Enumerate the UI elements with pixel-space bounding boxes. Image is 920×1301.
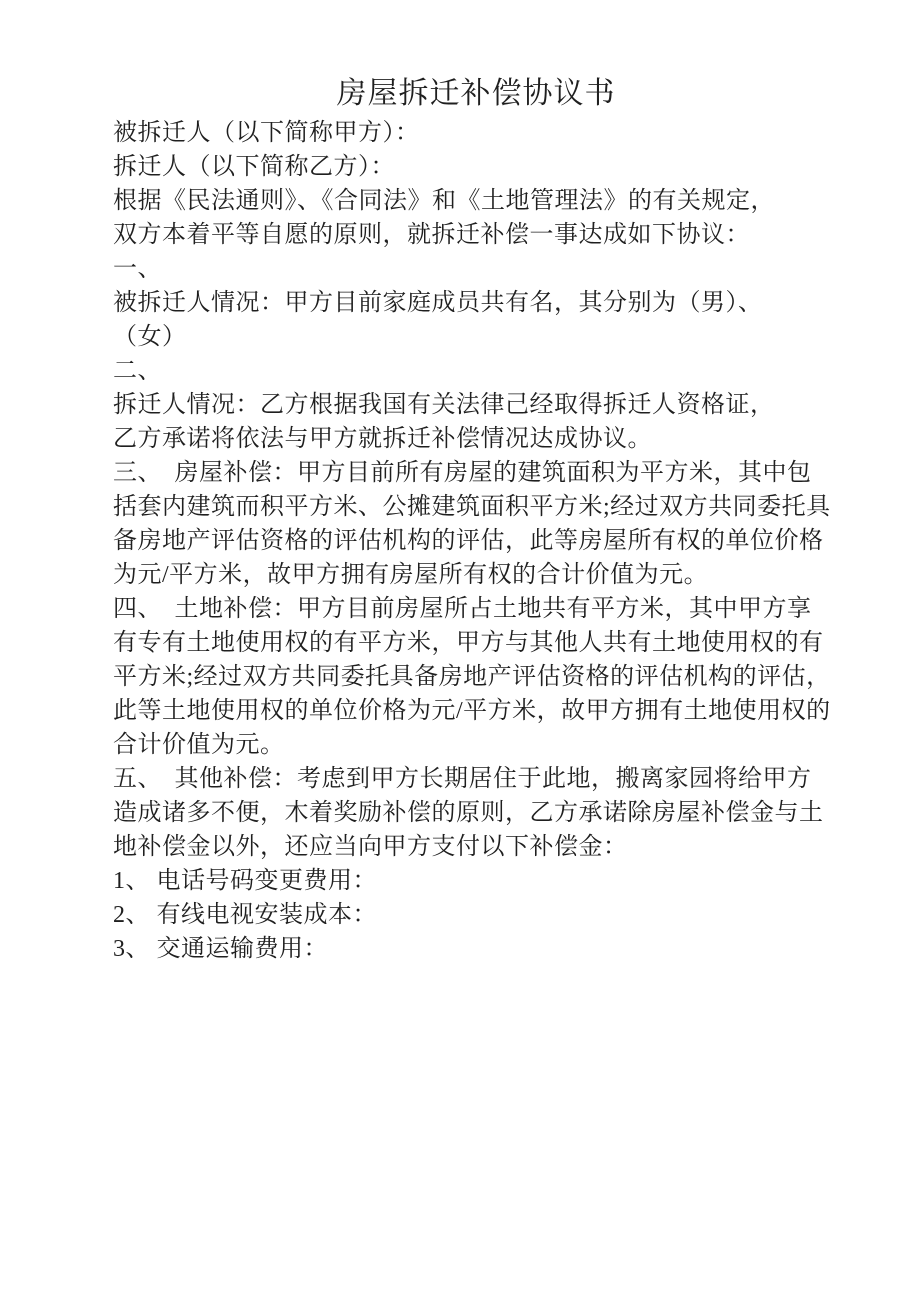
section-2-number: 二、 <box>113 358 162 384</box>
section-4-line-3: 平方米;经过双方共同委托具备房地产评估资格的评估机构的评估， <box>113 664 831 690</box>
section-2-line-1: 拆迁人情况：乙方根据我国有关法律己经取得拆迁人资格证， <box>113 392 775 418</box>
section-1-line-1: 被拆迁人情况：甲方目前家庭成员共有名，其分别为（男）、 <box>113 290 763 316</box>
section-4-line-1: 四、 土地补偿：甲方目前房屋所占土地共有平方米，其中甲方享 <box>113 596 812 622</box>
item-3-line: 3、 交通运输费用： <box>113 936 328 962</box>
section-4-line-2: 有专有土地使用权的有平方米，甲方与其他人共有土地使用权的有 <box>113 630 824 656</box>
section-2-line-2: 乙方承诺将依法与甲方就拆迁补偿情况达成协议。 <box>113 426 652 452</box>
item-2-line: 2、 有线电视安装成本： <box>113 902 377 928</box>
party-b-line: 拆迁人（以下简称乙方）： <box>113 154 395 180</box>
section-5-line-1: 五、 其他补偿：考虑到甲方长期居住于此地，搬离家园将给甲方 <box>113 766 812 792</box>
section-5-line-2: 造成诸多不便，木着奖励补偿的原则，乙方承诺除房屋补偿金与土 <box>113 800 824 826</box>
section-3-line-4: 为元/平方米，故甲方拥有房屋所有权的合计价值为元。 <box>113 562 709 588</box>
section-1-line-2: （女） <box>113 324 187 350</box>
section-1-number: 一、 <box>113 256 162 282</box>
section-4-line-5: 合计价值为元。 <box>113 732 285 758</box>
document-title: 房屋拆迁补偿协议书 <box>336 77 616 110</box>
item-1-line: 1、 电话号码变更费用： <box>113 868 377 894</box>
section-3-line-2: 括套内建筑而积平方米、公摊建筑面积平方米;经过双方共同委托具 <box>113 494 831 520</box>
section-4-line-4: 此等土地使用权的单位价格为元/平方米，故甲方拥有土地使用权的 <box>113 698 831 724</box>
section-5-line-3: 地补偿金以外，还应当向甲方支付以下补偿金： <box>113 834 628 860</box>
document-content <box>113 0 839 966</box>
section-3-line-1: 三、 房屋补偿：甲方目前所有房屋的建筑面积为平方米，其中包 <box>113 460 812 486</box>
party-a-line: 被拆迁人（以下简称甲方）： <box>113 120 420 146</box>
preamble-line-1: 根据《民法通则》、《合同法》和《土地管理法》的有关规定， <box>113 188 775 214</box>
section-3-line-3: 备房地产评估资格的评估机构的评估，此等房屋所有权的单位价格 <box>113 528 824 554</box>
preamble-line-2: 双方本着平等自愿的原则，就拆迁补偿一事达成如下协议： <box>113 222 750 248</box>
